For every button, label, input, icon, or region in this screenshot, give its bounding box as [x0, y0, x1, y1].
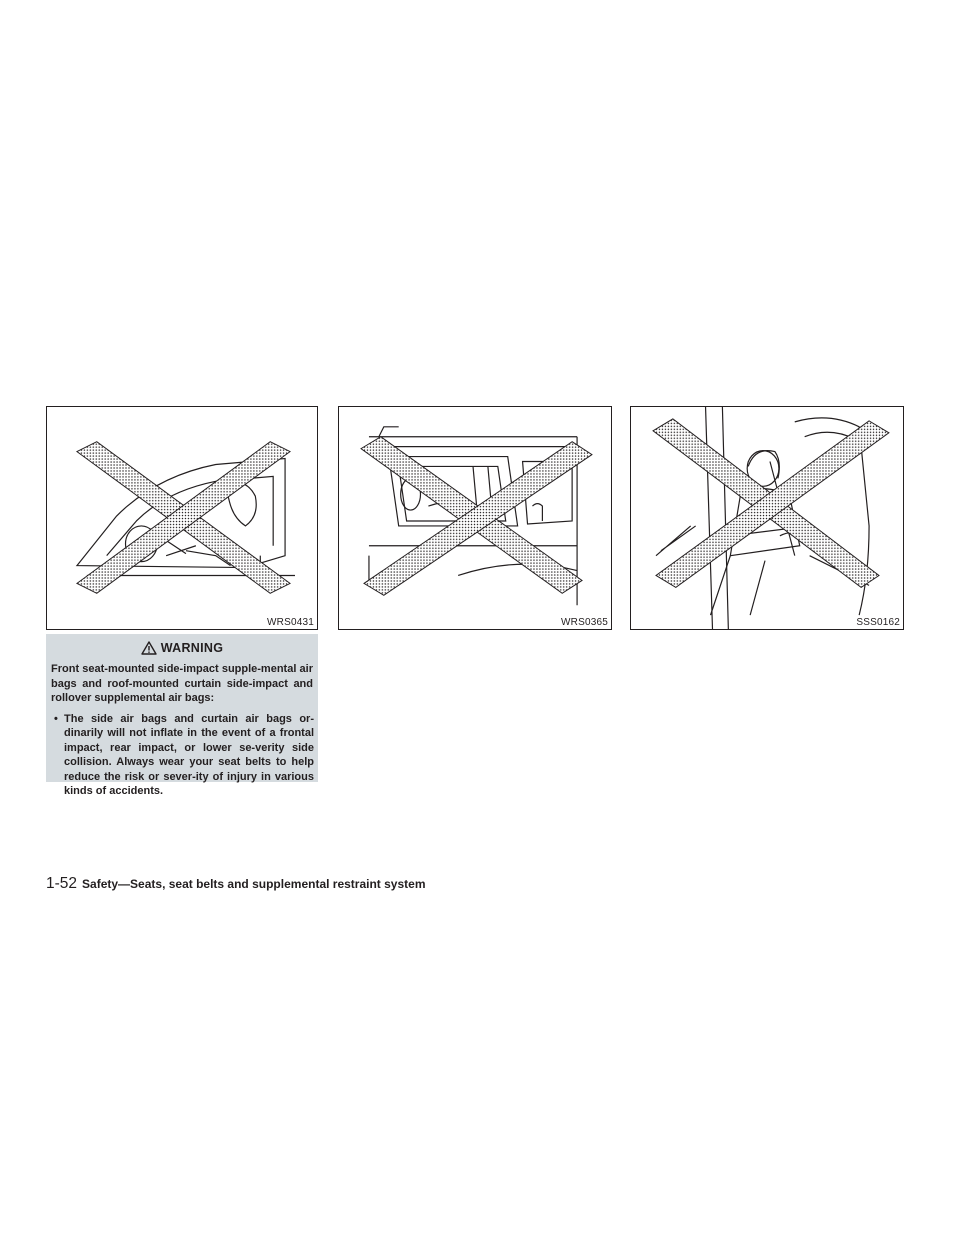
- warning-box: [46, 634, 318, 797]
- warning-header: [50, 640, 314, 656]
- warning-item-text: The side air bags and curtain air bags or-dinarily will not inflate in the event of a frontal impact, rear impact, or lower se-verity side collision. Always wear your seat belts to help reduce the risk or sever-ity of injury in various kinds of accidents.: [64, 712, 314, 797]
- warning-title: WARNING: [160, 641, 224, 655]
- page-footer: [46, 875, 426, 893]
- driver-leaning-on-door-crossed-out-icon: [47, 407, 317, 629]
- passenger-leaning-on-window-crossed-out-icon: [339, 407, 611, 629]
- warning-intro: Front seat-mounted side-impact supple-mental air bags and roof-mounted curtain side-impact and rollover supplemental air bags:: [51, 663, 313, 704]
- child-leaning-on-door-crossed-out-icon: [631, 407, 903, 629]
- figure-driver-leaning: [46, 406, 318, 630]
- warning-bullet-item: [50, 712, 314, 799]
- figure-passenger-window: [338, 406, 612, 630]
- bullet-marker: •: [54, 712, 58, 725]
- figure-code: WRS0365: [561, 617, 608, 628]
- page-number: 1-52: [46, 875, 78, 892]
- figure-code: WRS0431: [267, 617, 314, 628]
- figure-child-leaning: [630, 406, 904, 630]
- chapter-title: Safety—Seats, seat belts and supplemental restraint system: [82, 877, 426, 891]
- warning-triangle-icon: [141, 641, 157, 655]
- figure-code: SSS0162: [856, 617, 900, 628]
